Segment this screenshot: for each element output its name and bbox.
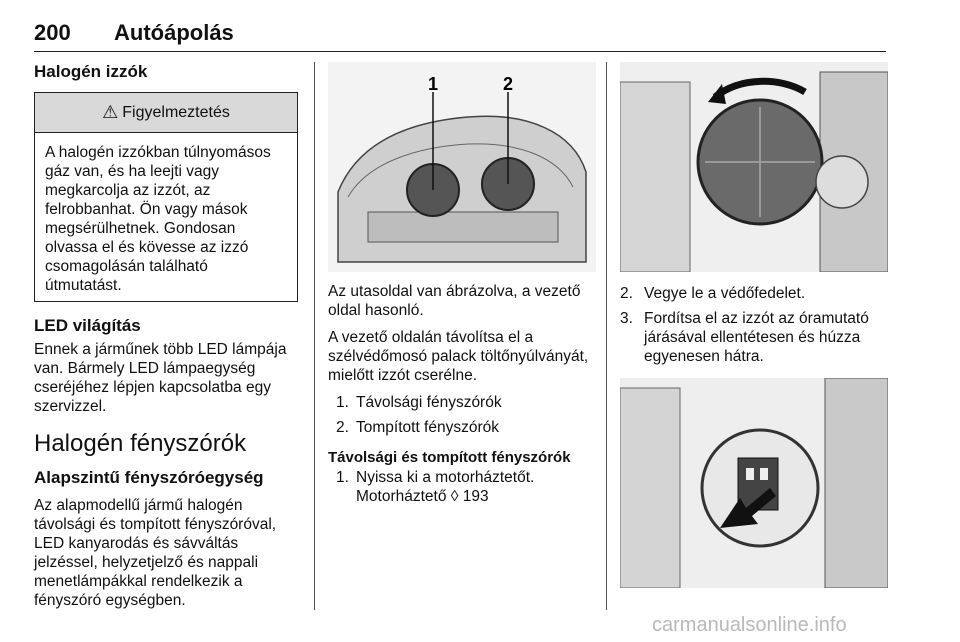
- column-divider: [606, 62, 607, 610]
- bulb-removal-figure: [620, 378, 888, 588]
- protective-cover-figure: [620, 62, 888, 272]
- figure-label-1: 1: [428, 74, 439, 94]
- column-middle: [328, 62, 596, 512]
- steps-list-continued: [620, 284, 888, 366]
- page-header: [34, 18, 886, 52]
- warning-header: [35, 93, 297, 133]
- headlamp-rear-figure: [328, 62, 596, 272]
- list-item: 2. Tompított fényszórók: [336, 419, 500, 436]
- steps-list: [328, 468, 596, 506]
- section-heading-headlamps: Halogén fényszórók: [34, 430, 247, 457]
- list-item: 1. Távolsági fényszórók: [336, 394, 502, 411]
- warning-box: [34, 92, 298, 302]
- led-paragraph: Ennek a járműnek több LED lámpája van. Bármely LED lámpaegység cseréjéhez lépjen kapcsolatba egy szervizzel.: [34, 341, 287, 415]
- warning-text: A halogén izzókban túlnyomásos gáz van, és ha leejti vagy megkarcolja az izzót, az felrobbanhat. Ön vagy mások megsérülhetnek. Gondosan olvassa el és kövesse az izzó csomagolásán található útmutatást.: [45, 144, 271, 294]
- warning-body: [35, 133, 297, 301]
- list-item: 2. Vegye le a védőfedelet.: [620, 285, 806, 302]
- warning-triangle-icon: ⚠: [102, 102, 119, 122]
- figure-label-2: 2: [503, 74, 514, 94]
- reference-arrow-icon: ◊: [450, 488, 459, 505]
- column-right: [620, 62, 888, 588]
- list-item: 3. Fordítsa el az izzót az óramutató járásával ellentétesen és húzza egyenesen hátra.: [620, 310, 869, 365]
- watermark: carmanualsonline.info: [652, 614, 847, 636]
- figure-caption: Az utasoldal van ábrázolva, a vezető oldal hasonló.: [328, 283, 581, 319]
- instruction-paragraph: A vezető oldalán távolítsa el a szélvédőmosó palack töltőnyúlványát, mielőtt izzót cserélne.: [328, 329, 589, 384]
- basic-unit-paragraph: Az alapmodellű jármű halogén távolsági és tompított fényszóróval, LED kanyarodás és sávváltás jelzéssel, helyzetjelző és nappali menetlámpákkal rendelkezik a fényszóró egységben.: [34, 497, 277, 609]
- section-heading-halogen-bulbs: Halogén izzók: [34, 62, 148, 81]
- cross-reference-link[interactable]: Motorháztető ◊ 193: [356, 488, 489, 505]
- column-left: [34, 62, 298, 618]
- section-heading-led: LED világítás: [34, 316, 141, 335]
- subsection-heading-high-low: Távolsági és tompított fényszórók: [328, 449, 571, 466]
- page-number: 200: [34, 20, 71, 45]
- column-divider: [314, 62, 315, 610]
- warning-title: Figyelmeztetés: [122, 103, 230, 121]
- lamp-list: [328, 393, 596, 437]
- subsection-heading-basic-unit: Alapszintű fényszóróegység: [34, 468, 264, 487]
- list-item: 1. Nyissa ki a motorháztetőt. Motorháztető ◊ 193: [336, 469, 535, 505]
- chapter-title: Autóápolás: [114, 20, 234, 45]
